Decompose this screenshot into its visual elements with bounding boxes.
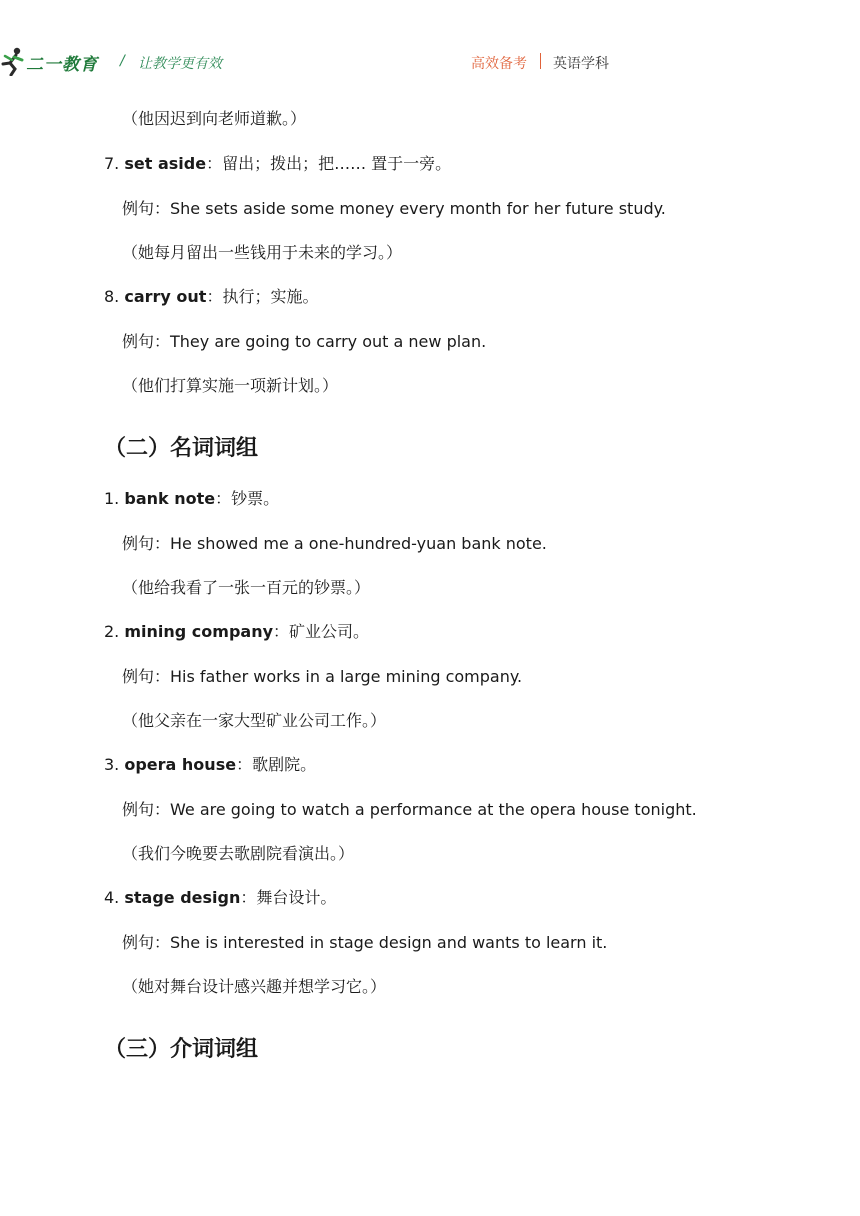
item-number: 8. xyxy=(104,287,125,306)
item-definition: ：钞票。 xyxy=(215,489,280,508)
section-heading: （二）名词词组 xyxy=(104,436,259,461)
item-term: stage design xyxy=(124,888,241,907)
item-term: set aside xyxy=(124,154,207,173)
vocab-item xyxy=(104,754,316,776)
vocab-item xyxy=(104,488,279,510)
translation-line: （我们今晚要去歌剧院看演出。） xyxy=(122,844,355,863)
item-definition: ：矿业公司。 xyxy=(273,622,370,641)
brand-logo-text: 二一教育 xyxy=(26,55,98,75)
translation-line: （她每月留出一些钱用于未来的学习。） xyxy=(122,243,403,262)
item-number: 2. xyxy=(104,622,125,641)
header-divider xyxy=(540,53,541,69)
slogan: 让教学更有效 xyxy=(138,56,222,72)
example-sentence: 例句：We are going to watch a performance at the opera house tonight. xyxy=(122,800,697,819)
item-number: 3. xyxy=(104,755,125,774)
example-sentence: 例句：They are going to carry out a new plan. xyxy=(122,332,487,351)
item-term: bank note xyxy=(124,489,216,508)
example-sentence: 例句：She is interested in stage design and wants to learn it. xyxy=(122,933,608,952)
vocab-item xyxy=(104,153,451,175)
item-number: 7. xyxy=(104,154,125,173)
example-sentence: 例句：He showed me a one-hundred-yuan bank note. xyxy=(122,534,547,553)
translation-line: （她对舞台设计感兴趣并想学习它。） xyxy=(122,977,387,996)
section-heading: （三）介词词组 xyxy=(104,1037,259,1062)
translation-line: （他给我看了一张一百元的钞票。） xyxy=(122,578,371,597)
page-header xyxy=(0,40,860,84)
vocab-item xyxy=(104,286,318,308)
example-sentence: 例句：His father works in a large mining company. xyxy=(122,667,523,686)
item-definition: ：歌剧院。 xyxy=(236,755,317,774)
item-term: opera house xyxy=(124,755,237,774)
vocab-item xyxy=(104,621,369,643)
vocab-item xyxy=(104,887,336,909)
item-number: 4. xyxy=(104,888,125,907)
subject-label: 英语学科 xyxy=(553,56,609,72)
translation-line: （他父亲在一家大型矿业公司工作。） xyxy=(122,711,387,730)
item-definition: ：执行；实施。 xyxy=(206,287,319,306)
item-number: 1. xyxy=(104,489,125,508)
runner-logo-icon xyxy=(0,46,26,76)
example-sentence: 例句：She sets aside some money every month for her future study. xyxy=(122,199,666,218)
slogan-separator: / xyxy=(120,53,125,69)
item-term: mining company xyxy=(124,622,274,641)
item-definition: ：舞台设计。 xyxy=(240,888,337,907)
item-definition: ：留出；拨出；把…… 置于一旁。 xyxy=(206,154,452,173)
item-term: carry out xyxy=(124,287,207,306)
translation-line: （他们打算实施一项新计划。） xyxy=(122,376,339,395)
tagline: 高效备考 xyxy=(471,56,527,72)
translation-line: （他因迟到向老师道歉。） xyxy=(122,109,307,128)
